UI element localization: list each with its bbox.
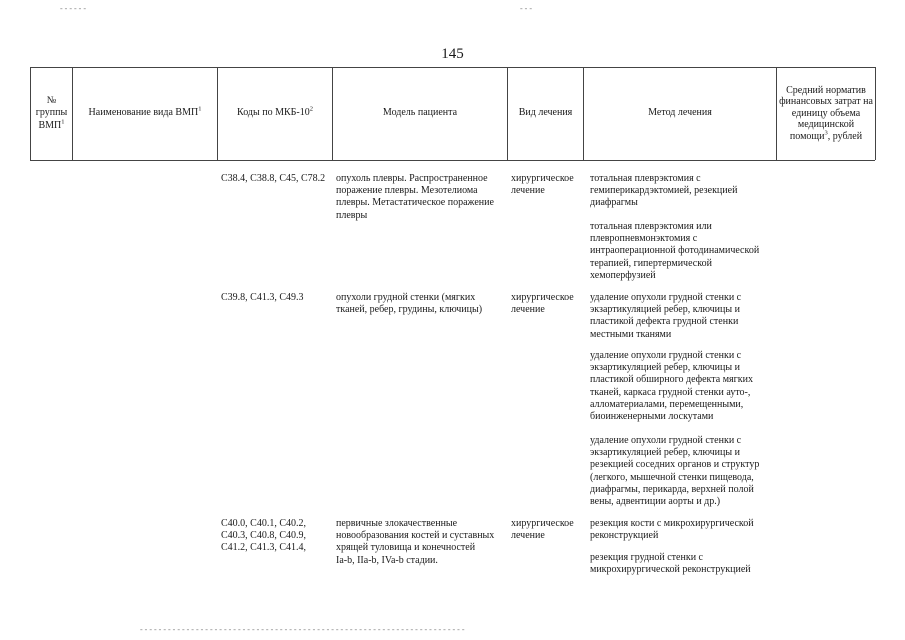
row-2-method-1: удаление опухоли грудной стенки с экзартикуляцией ребер, ключицы и пластикой дефекта грудной стенки местными тканями (590, 292, 742, 340)
scan-mark: - - - - - - - - - - - - - - - - - - - - - - - - - - - - - - - - - - - - - - - - - - - - - - - - - - - - - - - - - - - - - - - - - - - - - - (140, 625, 465, 634)
row-2-method-3: удаление опухоли грудной стенки с экзартикуляцией ребер, ключицы и резекцией соседних органов и структур (легкого, мышечной стенки пищевода, диафрагмы, перикарда, верхней полой вены, адвентиции аорты и др.) (590, 435, 760, 508)
row-2-method-2: удаление опухоли грудной стенки с экзартикуляцией ребер, ключицы и пластикой обширного дефекта мягких тканей, каркаса грудной стенки ауто-, алломатериалами, перемещенными, биоинженерными лоскутами (590, 350, 753, 423)
row-3-method-2: резекция грудной стенки с микрохирургической реконструкцией (590, 552, 751, 576)
header-treatment-method: Метод лечения (648, 107, 712, 119)
column-divider (875, 67, 876, 160)
page-number: 145 (441, 46, 464, 62)
row-2-treatment-type: хирургическое лечение (511, 292, 574, 316)
header-bottom-border (30, 160, 875, 161)
header-patient-model: Модель пациента (382, 107, 458, 119)
row-3-codes: C40.0, C40.1, C40.2, C40.3, C40.8, C40.9, C41.2, C41.3, C41.4, (221, 518, 307, 554)
row-1-codes: C38.4, C38.8, C45, C78.2 (221, 173, 326, 184)
row-1-patient-model: опухоль плевры. Распространенное поражение плевры. Мезотелиома плевры. Метастатическое поражение плевры (336, 173, 494, 221)
row-3-patient-model (336, 518, 504, 567)
row-1-method-2: тотальная плеврэктомия или плевропневмонэктомия с интраоперационной фотодинамической терапией, гипертермической хемоперфузией (590, 221, 760, 281)
header-name: Наименование вида ВМП$^1$ (88, 105, 202, 119)
row-3-model-stage: Ia-b, IIa-b, IVa-b стадии. (336, 554, 438, 566)
row-3-method-1: резекция кости с микрохирургической реконструкцией (590, 518, 754, 542)
header-treatment-type: Вид лечения (518, 107, 573, 119)
row-2-patient-model: опухоли грудной стенки (мягких тканей, ребер, грудины, ключицы) (336, 292, 483, 316)
row-2-codes: C39.8, C41.3, C49.3 (221, 292, 304, 303)
row-1-treatment-type: хирургическое лечение (511, 173, 574, 197)
row-3-treatment-type: хирургическое лечение (511, 518, 574, 542)
header-cost-norm: Средний норматив финансовых затрат на единицу объема медицинской помощи$^3$, рублей (779, 84, 873, 142)
row-1-method-1: тотальная плеврэктомия с гемиперикардэктомией, резекцией диафрагмы (590, 173, 738, 209)
row-3-model-text: первичные злокачественные новообразования костей и суставных хрящей туловища и конечностей (336, 518, 495, 554)
scan-mark: - - - (520, 4, 532, 13)
header-group-no: № группы ВМП$^1$ (35, 94, 68, 131)
scan-mark: - - - - - - (60, 4, 86, 13)
header-icd-codes: Коды по МКБ-$10^2$ (237, 105, 313, 119)
